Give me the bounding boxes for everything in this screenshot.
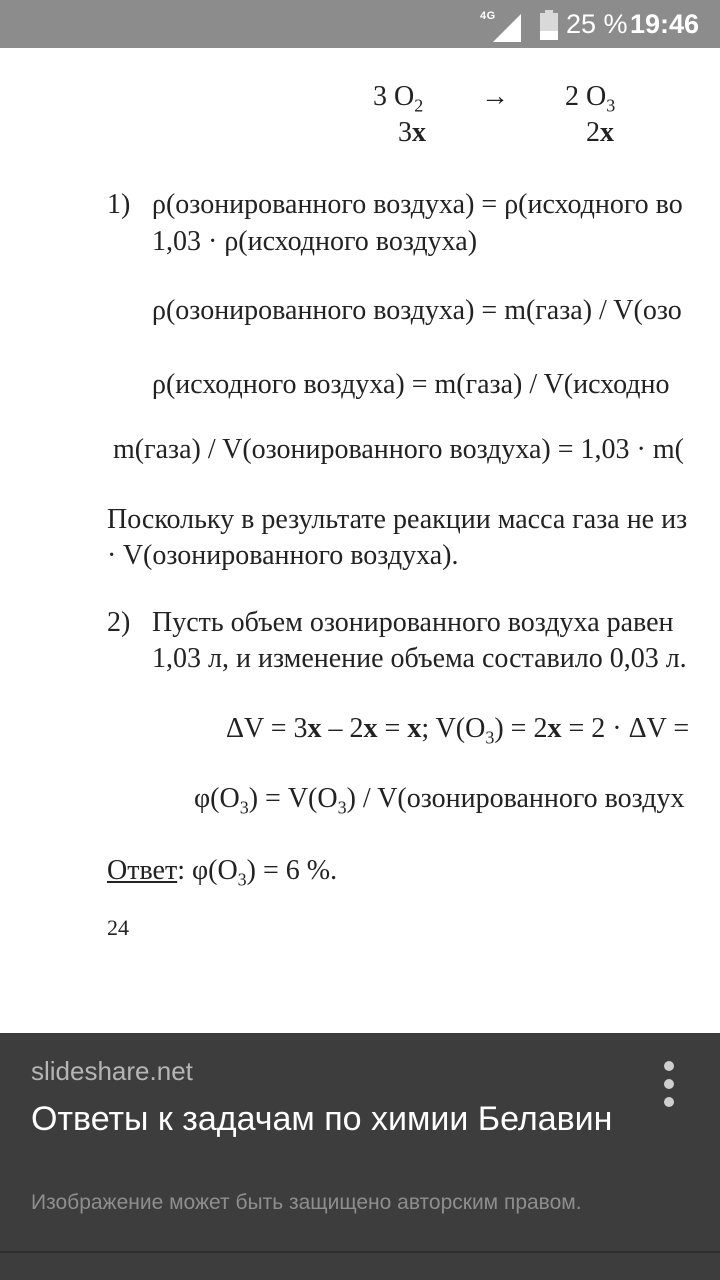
divider xyxy=(0,1251,720,1253)
since-line-1: Поскольку в результате реакции масса газа не из xyxy=(107,504,688,535)
source-domain[interactable]: slideshare.net xyxy=(31,1056,193,1086)
copyright-notice: Изображение может быть защищено авторским правом. xyxy=(31,1191,582,1214)
battery-percentage: 25 % xyxy=(566,9,628,39)
network-type-label: 4G xyxy=(480,10,496,22)
rho-ozonated-equation: ρ(озонированного воздуха) = m(газа) / V(озо xyxy=(152,295,682,326)
phi-equation: $\varphi(O_3) = V(O_3)$ / V(озонированного воздух xyxy=(194,783,685,818)
more-options-icon[interactable] xyxy=(650,1057,690,1113)
answer-line: Ответ: $\varphi(O_3) = 6$ %. xyxy=(107,855,338,890)
image-info-panel xyxy=(0,1033,720,1280)
step-2-line-2: 1,03 л, и изменение объема составило 0,03 л. xyxy=(152,643,687,674)
reaction-right: 2 $O_3$ xyxy=(565,81,616,116)
clock: 19:46 xyxy=(630,9,700,39)
answer-label: Ответ xyxy=(107,855,178,886)
reaction-left: 3 $O_2$ xyxy=(373,81,424,116)
since-line-2: · V(озонированного воздуха). xyxy=(107,540,459,571)
reaction-right-coefficient: 2x xyxy=(586,117,614,148)
step-1-line-2: 1,03 · ρ(исходного воздуха) xyxy=(152,226,478,257)
signal-icon xyxy=(493,14,521,42)
reaction-arrow: → xyxy=(481,81,509,112)
status-bar xyxy=(0,0,720,48)
mass-equation: m(газа) / V(озонированного воздуха) = 1,03 · m( xyxy=(113,434,684,465)
rho-initial-equation: ρ(исходного воздуха) = m(газа) / V(исходно xyxy=(152,369,670,400)
document-image[interactable] xyxy=(0,48,720,1033)
step-2-line-1: Пусть объем озонированного воздуха равен xyxy=(152,607,674,638)
step-2-number: 2) xyxy=(107,607,131,638)
image-title[interactable]: Ответы к задачам по химии Белавин xyxy=(31,1100,613,1138)
delta-v-equation: ΔV = 3x – 2x = x; $V(O_3) = 2x = 2 \cdot \Delta V$ = xyxy=(226,713,690,748)
reaction-left-coefficient: 3x xyxy=(398,117,426,148)
battery-icon xyxy=(540,10,558,40)
step-1-line-1: ρ(озонированного воздуха) = ρ(исходного во xyxy=(152,189,683,220)
step-1-number: 1) xyxy=(107,189,131,220)
page-number: 24 xyxy=(107,915,129,940)
